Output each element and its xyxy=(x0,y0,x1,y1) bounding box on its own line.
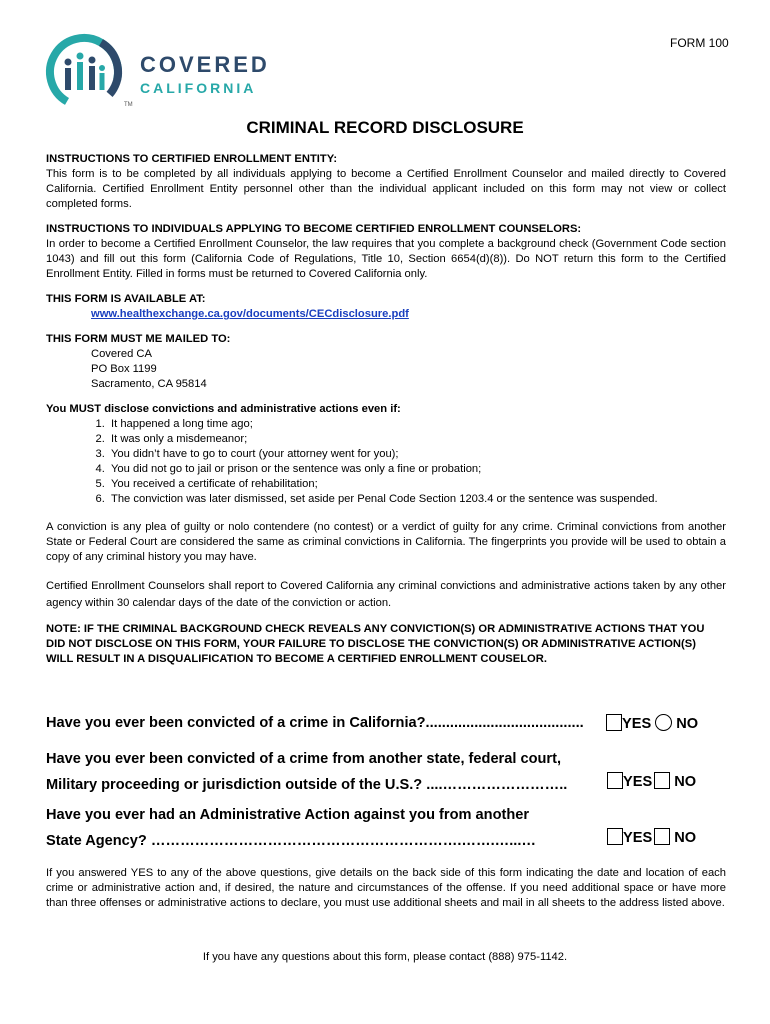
disclose-list xyxy=(46,417,726,507)
question-text: Military proceeding or jurisdiction outside of the U.S.? ....…………………….. xyxy=(46,777,568,793)
form-url-link[interactable]: www.healthexchange.ca.gov/documents/CECdisclosure.pdf xyxy=(91,308,409,320)
list-item: 4. You did not go to jail or prison or the sentence was only a fine or probation; xyxy=(108,462,726,477)
entity-instructions-body: This form is to be completed by all individuals applying to become a Certified Enrollment Counselor and mailed directly to Covered California. Certified Enrollment Entity personnel other than the individual applicant included on this form may not view or collect completed forms. xyxy=(46,168,726,210)
answer-group-q1 xyxy=(604,714,698,732)
question-administrative-action xyxy=(46,804,536,852)
yes-label: YES xyxy=(623,830,653,846)
disclose-heading: You MUST disclose convictions and administrative actions even if: xyxy=(46,403,401,415)
address-line: Covered CA xyxy=(91,348,152,360)
logo-text-california: CALIFORNIA xyxy=(140,80,257,96)
logo-mark-icon xyxy=(40,30,140,110)
logo-trademark: TM xyxy=(124,102,133,108)
question-text: State Agency? ……………………………………………………….…….…...… xyxy=(46,833,537,849)
list-item: 3. You didn’t have to go to court (your attorney went for you); xyxy=(108,447,726,462)
address-line: PO Box 1199 xyxy=(91,363,157,375)
individual-instructions-heading: INSTRUCTIONS TO INDIVIDUALS APPLYING TO BECOME CERTIFIED ENROLLMENT COUNSELORS: xyxy=(46,223,582,235)
no-label: NO xyxy=(674,774,697,790)
answer-group-q2 xyxy=(605,772,696,790)
no-label: NO xyxy=(676,716,699,732)
reporting-requirement: Certified Enrollment Counselors shall report to Covered California any criminal convictions and administrative actions taken by any other agency within 30 calendar days of the date of the conviction or action. xyxy=(46,580,726,609)
form-body xyxy=(46,152,726,667)
no-label: NO xyxy=(674,830,697,846)
yes-label: YES xyxy=(622,716,652,732)
disqualification-note: NOTE: IF THE CRIMINAL BACKGROUND CHECK REVEALS ANY CONVICTION(S) OR ADMINISTRATIVE ACTIONS THAT YOU DID NOT DISCLOSE ON THIS FORM, YOUR FAILURE TO DISCLOSE THE CONVICTION(S) OR ADMINISTRATIVE ACTION(S) WILL RESULT IN A DISQUALIFICATION TO BECOME A CERTIFIED ENROLLMENT COUSELOR. xyxy=(46,623,705,665)
list-item: 1. It happened a long time ago; xyxy=(108,417,726,432)
list-item: 2. It was only a misdemeanor; xyxy=(108,432,726,447)
no-radio[interactable] xyxy=(655,714,672,731)
individual-instructions-body: In order to become a Certified Enrollment Counselor, the law requires that you complete a background check (Government Code section 1043) and fill out this form (California Code of Regulations, Title 10, Section 6654(d)(8)). Do NOT return this form to the Certified Enrollment Entity. Filled in forms must be returned to Covered California only. xyxy=(46,238,726,280)
yes-checkbox[interactable] xyxy=(607,772,623,789)
question-california xyxy=(46,712,584,734)
no-checkbox[interactable] xyxy=(654,772,670,789)
details-instructions: If you answered YES to any of the above questions, give details on the back side of this form indicating the date and location of each crime or administrative action and, if desired, the nature and circumstances of the offense. If you need additional space or have more than three offenses or administrative actions to declare, you must use additional sheets and mail in all sheets to the address listed above. xyxy=(46,867,726,909)
contact-footer: If you have any questions about this form, please contact (888) 975-1142. xyxy=(202,951,568,963)
logo-text-covered: COVERED xyxy=(140,52,270,77)
no-checkbox[interactable] xyxy=(654,828,670,845)
form-title: CRIMINAL RECORD DISCLOSURE xyxy=(246,118,524,137)
mailing-address xyxy=(91,347,726,392)
question-text: Have you ever been convicted of a crime in California?....................................... xyxy=(46,715,584,731)
list-item: 5. You received a certificate of rehabilitation; xyxy=(108,477,726,492)
question-text: Have you ever been convicted of a crime from another state, federal court, xyxy=(46,751,561,767)
conviction-definition: A conviction is any plea of guilty or nolo contendere (no contest) or a verdict of guilty for any crime. Criminal convictions from another State or Federal Court are considered the same as criminal convictions in California. The fingerprints you provide will be used to obtain a copy of any criminal history you may have. xyxy=(46,521,726,563)
yes-checkbox[interactable] xyxy=(607,828,623,845)
covered-california-logo xyxy=(40,30,270,110)
form-number: FORM 100 xyxy=(670,36,729,50)
question-out-of-state xyxy=(46,748,567,796)
question-text: Have you ever had an Administrative Action against you from another xyxy=(46,807,530,823)
available-heading: THIS FORM IS AVAILABLE AT: xyxy=(46,293,206,305)
answer-group-q3 xyxy=(605,828,696,846)
mailing-heading: THIS FORM MUST ME MAILED TO: xyxy=(46,333,231,345)
yes-label: YES xyxy=(623,774,653,790)
entity-instructions-heading: INSTRUCTIONS TO CERTIFIED ENROLLMENT ENTITY: xyxy=(46,153,338,165)
yes-checkbox[interactable] xyxy=(606,714,622,731)
list-item: 6. The conviction was later dismissed, set aside per Penal Code Section 1203.4 or the sentence was suspended. xyxy=(108,492,726,507)
address-line: Sacramento, CA 95814 xyxy=(91,378,207,390)
